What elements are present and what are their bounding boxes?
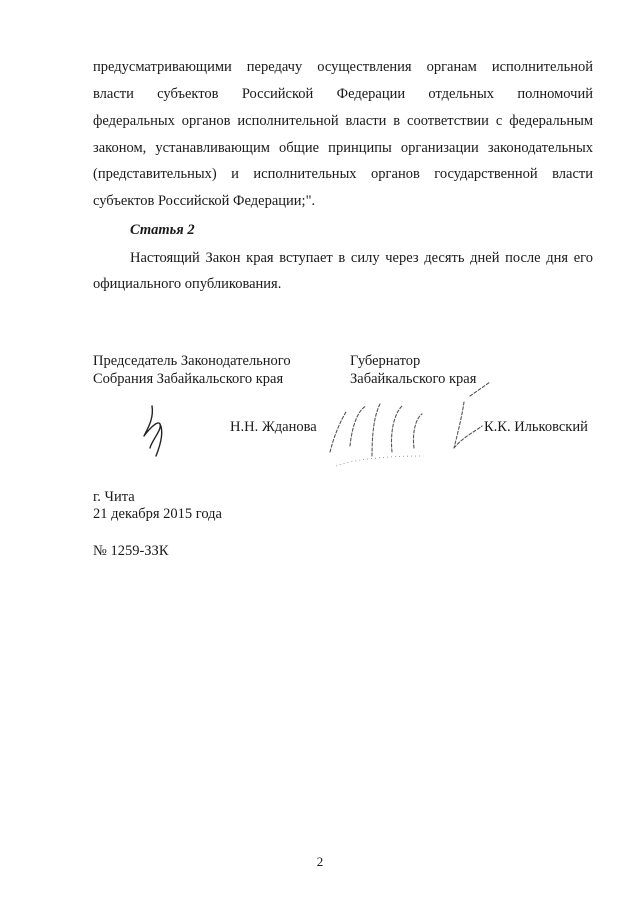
document-number: № 1259-ЗЗК xyxy=(93,543,169,559)
article-line-2: официального опубликования. xyxy=(93,276,282,292)
article-line-1: Настоящий Закон края вступает в силу через десять дней после дня его xyxy=(130,250,593,266)
body-line-3: федеральных органов исполнительной власти в соответствии с федеральным xyxy=(93,113,593,129)
body-line-6: субъектов Российской Федерации;". xyxy=(93,193,316,209)
left-signer-title-1: Председатель Законодательного xyxy=(93,353,291,369)
page-number: 2 xyxy=(316,854,324,869)
right-signer-title-2: Забайкальского края xyxy=(350,371,477,387)
body-line-1: предусматривающими передачу осуществления органам исполнительной xyxy=(93,59,593,75)
city: г. Чита xyxy=(93,489,135,505)
left-signer-name: Н.Н. Жданова xyxy=(230,419,317,435)
right-signer-name: К.К. Ильковский xyxy=(484,419,588,435)
right-signer-title-1: Губернатор xyxy=(350,353,421,369)
right-handwritten-signature xyxy=(322,376,494,474)
date: 21 декабря 2015 года xyxy=(93,506,222,522)
left-signer-title-2: Собрания Забайкальского края xyxy=(93,371,284,387)
body-line-2: власти субъектов Российской Федерации отдельных полномочий xyxy=(93,86,593,102)
body-line-4: законом, устанавливающим общие принципы организации законодательных xyxy=(93,140,593,156)
article-heading: Статья 2 xyxy=(130,222,195,238)
left-handwritten-signature xyxy=(138,398,178,460)
body-line-5: (представительных) и исполнительных органов государственной власти xyxy=(93,166,593,182)
